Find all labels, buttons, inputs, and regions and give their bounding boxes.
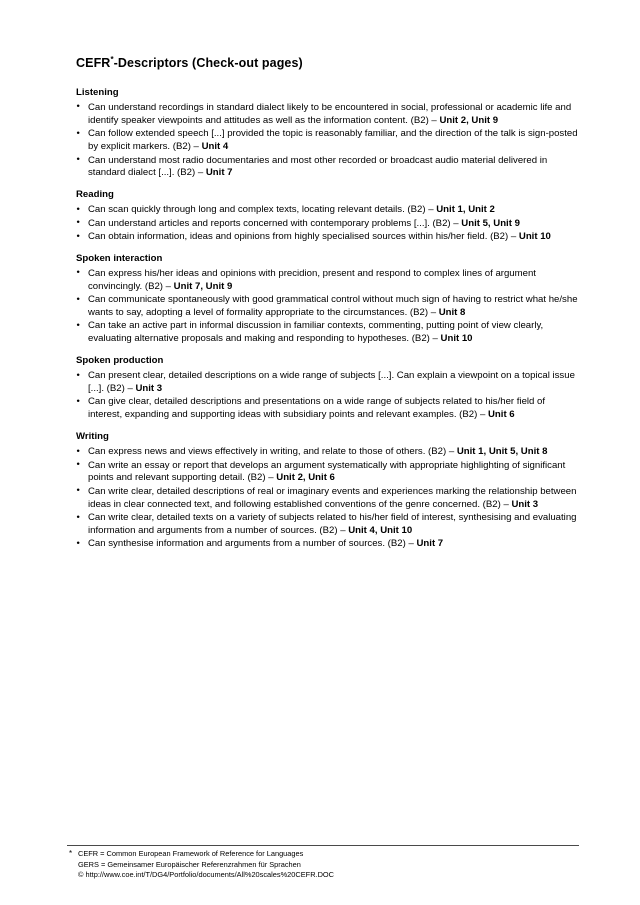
descriptor-text: Can take an active part in informal discussion in familiar contexts, commenting, putting point of view clearly, evaluating alternative proposals and making and responding to hypotheses. (B2) – xyxy=(88,320,544,345)
descriptor-list xyxy=(76,102,580,180)
descriptor-text: Can understand most radio documentaries and most other recorded or broadcast audio material delivered in standard dialect [...]. (B2) – xyxy=(88,154,548,179)
descriptor-item xyxy=(76,538,580,551)
footnote-line-cefr: * CEFR = Common European Framework of Reference for Languages xyxy=(67,849,579,860)
unit-reference: Unit 6 xyxy=(487,409,515,421)
descriptor-item xyxy=(76,218,580,231)
descriptor-list xyxy=(76,446,580,551)
descriptor-item xyxy=(76,320,580,346)
descriptor-item xyxy=(76,460,580,486)
descriptor-text: Can express news and views effectively in writing, and relate to those of others. (B2) – xyxy=(88,446,457,458)
descriptor-item xyxy=(76,128,580,154)
descriptor-text: Can scan quickly through long and complex texts, locating relevant details. (B2) – xyxy=(88,204,437,216)
unit-reference: Unit 3 xyxy=(135,383,163,394)
footnote-separator xyxy=(67,845,579,846)
descriptor-item xyxy=(76,446,580,459)
descriptor-text: Can synthesise information and arguments from a number of sources. (B2) – xyxy=(88,538,417,550)
unit-reference: Unit 3 xyxy=(511,498,539,510)
descriptor-text: Can communicate spontaneously with good grammatical control without much sign of having to restrict what he/she wants to say, adopting a level of formality appropriate to the circumstances. (B2) – xyxy=(88,294,578,318)
descriptor-item xyxy=(76,231,580,244)
descriptor-list xyxy=(76,268,580,346)
descriptor-section xyxy=(76,87,580,180)
descriptor-section xyxy=(76,355,580,422)
unit-reference: Unit 2, Unit 6 xyxy=(276,472,335,484)
page-title xyxy=(76,56,580,71)
page-title-rest: -Descriptors (Check-out pages) xyxy=(113,56,303,70)
section-heading: Spoken production xyxy=(76,355,164,367)
page-title-main: CEFR xyxy=(76,56,111,70)
descriptor-item xyxy=(76,396,580,422)
document-content xyxy=(76,56,580,560)
descriptor-item xyxy=(76,268,580,294)
footnote-line-gers: GERS = Gemeinsamer Europäischer Referenzrahmen für Sprachen xyxy=(78,859,301,869)
descriptor-item xyxy=(76,512,580,538)
descriptor-list xyxy=(76,204,580,244)
unit-reference: Unit 7 xyxy=(416,538,444,550)
section-heading: Spoken interaction xyxy=(76,252,163,264)
descriptor-text: Can write clear, detailed texts on a variety of subjects related to his/her field of interest, synthesising and evaluating information and arguments from a number of sources. (B2) – xyxy=(88,512,577,536)
descriptor-text: Can obtain information, ideas and opinions from highly specialised sources within his/her field. (B2) – xyxy=(88,231,519,242)
descriptor-text: Can give clear, detailed descriptions and presentations on a wide range of subjects related to his/her field of interest, expanding and supporting ideas with subsidiary points and relevant examples. (B2) – xyxy=(88,396,546,421)
descriptor-item xyxy=(76,155,580,181)
descriptor-text: Can write an essay or report that develops an argument systematically with appropriate highlighting of significant points and relevant supporting detail. (B2) – xyxy=(88,459,566,484)
unit-reference: Unit 4, Unit 10 xyxy=(348,524,413,536)
section-heading: Reading xyxy=(76,189,114,201)
unit-reference: Unit 1, Unit 5, Unit 8 xyxy=(456,446,548,458)
footnote-line-source-url: © http://www.coe.int/T/DG4/Portfolio/documents/All%20scales%20CEFR.DOC xyxy=(78,870,335,880)
descriptor-text: Can follow extended speech [...] provided the topic is reasonably familiar, and the direction of the talk is sign-posted by explicit markers. (B2) – xyxy=(88,128,578,153)
descriptor-item xyxy=(76,486,580,512)
descriptor-list xyxy=(76,370,580,422)
descriptor-section xyxy=(76,189,580,244)
title-footnote-marker: * xyxy=(110,54,114,64)
descriptor-text: Can understand articles and reports concerned with contemporary problems [...]. (B2) – xyxy=(88,217,462,229)
descriptor-text: Can understand recordings in standard dialect likely to be encountered in social, professional or academic life and identify speaker viewpoints and attitudes as well as the information content. (B2) – xyxy=(88,101,572,126)
descriptor-section xyxy=(76,431,580,551)
footnote xyxy=(67,845,579,881)
unit-reference: Unit 5, Unit 9 xyxy=(461,217,520,229)
unit-reference: Unit 7, Unit 9 xyxy=(173,280,233,292)
unit-reference: Unit 2, Unit 9 xyxy=(439,114,499,126)
descriptor-text: Can write clear, detailed descriptions of real or imaginary events and experiences marking the relationship between ideas in clear connected text, and following established conventions of the genre concerned. (B2) – xyxy=(88,485,577,510)
section-heading: Listening xyxy=(76,87,119,98)
descriptor-section xyxy=(76,253,580,346)
unit-reference: Unit 4 xyxy=(201,141,229,153)
descriptor-text: Can present clear, detailed descriptions on a wide range of subjects [...]. Can explain a viewpoint on a topical issue [...]. (B2) – xyxy=(88,370,575,394)
unit-reference: Unit 7 xyxy=(205,167,233,179)
unit-reference: Unit 10 xyxy=(518,231,551,242)
unit-reference: Unit 8 xyxy=(438,307,466,318)
descriptor-text: Can express his/her ideas and opinions with precidion, present and respond to complex lines of argument convincingly. (B2) – xyxy=(88,267,536,292)
descriptor-item xyxy=(76,370,580,396)
descriptor-sections xyxy=(76,87,580,551)
descriptor-item xyxy=(76,294,580,320)
section-heading: Writing xyxy=(76,431,109,443)
unit-reference: Unit 10 xyxy=(440,333,473,345)
unit-reference: Unit 1, Unit 2 xyxy=(436,204,495,216)
descriptor-item xyxy=(76,204,580,217)
descriptor-item xyxy=(76,102,580,128)
